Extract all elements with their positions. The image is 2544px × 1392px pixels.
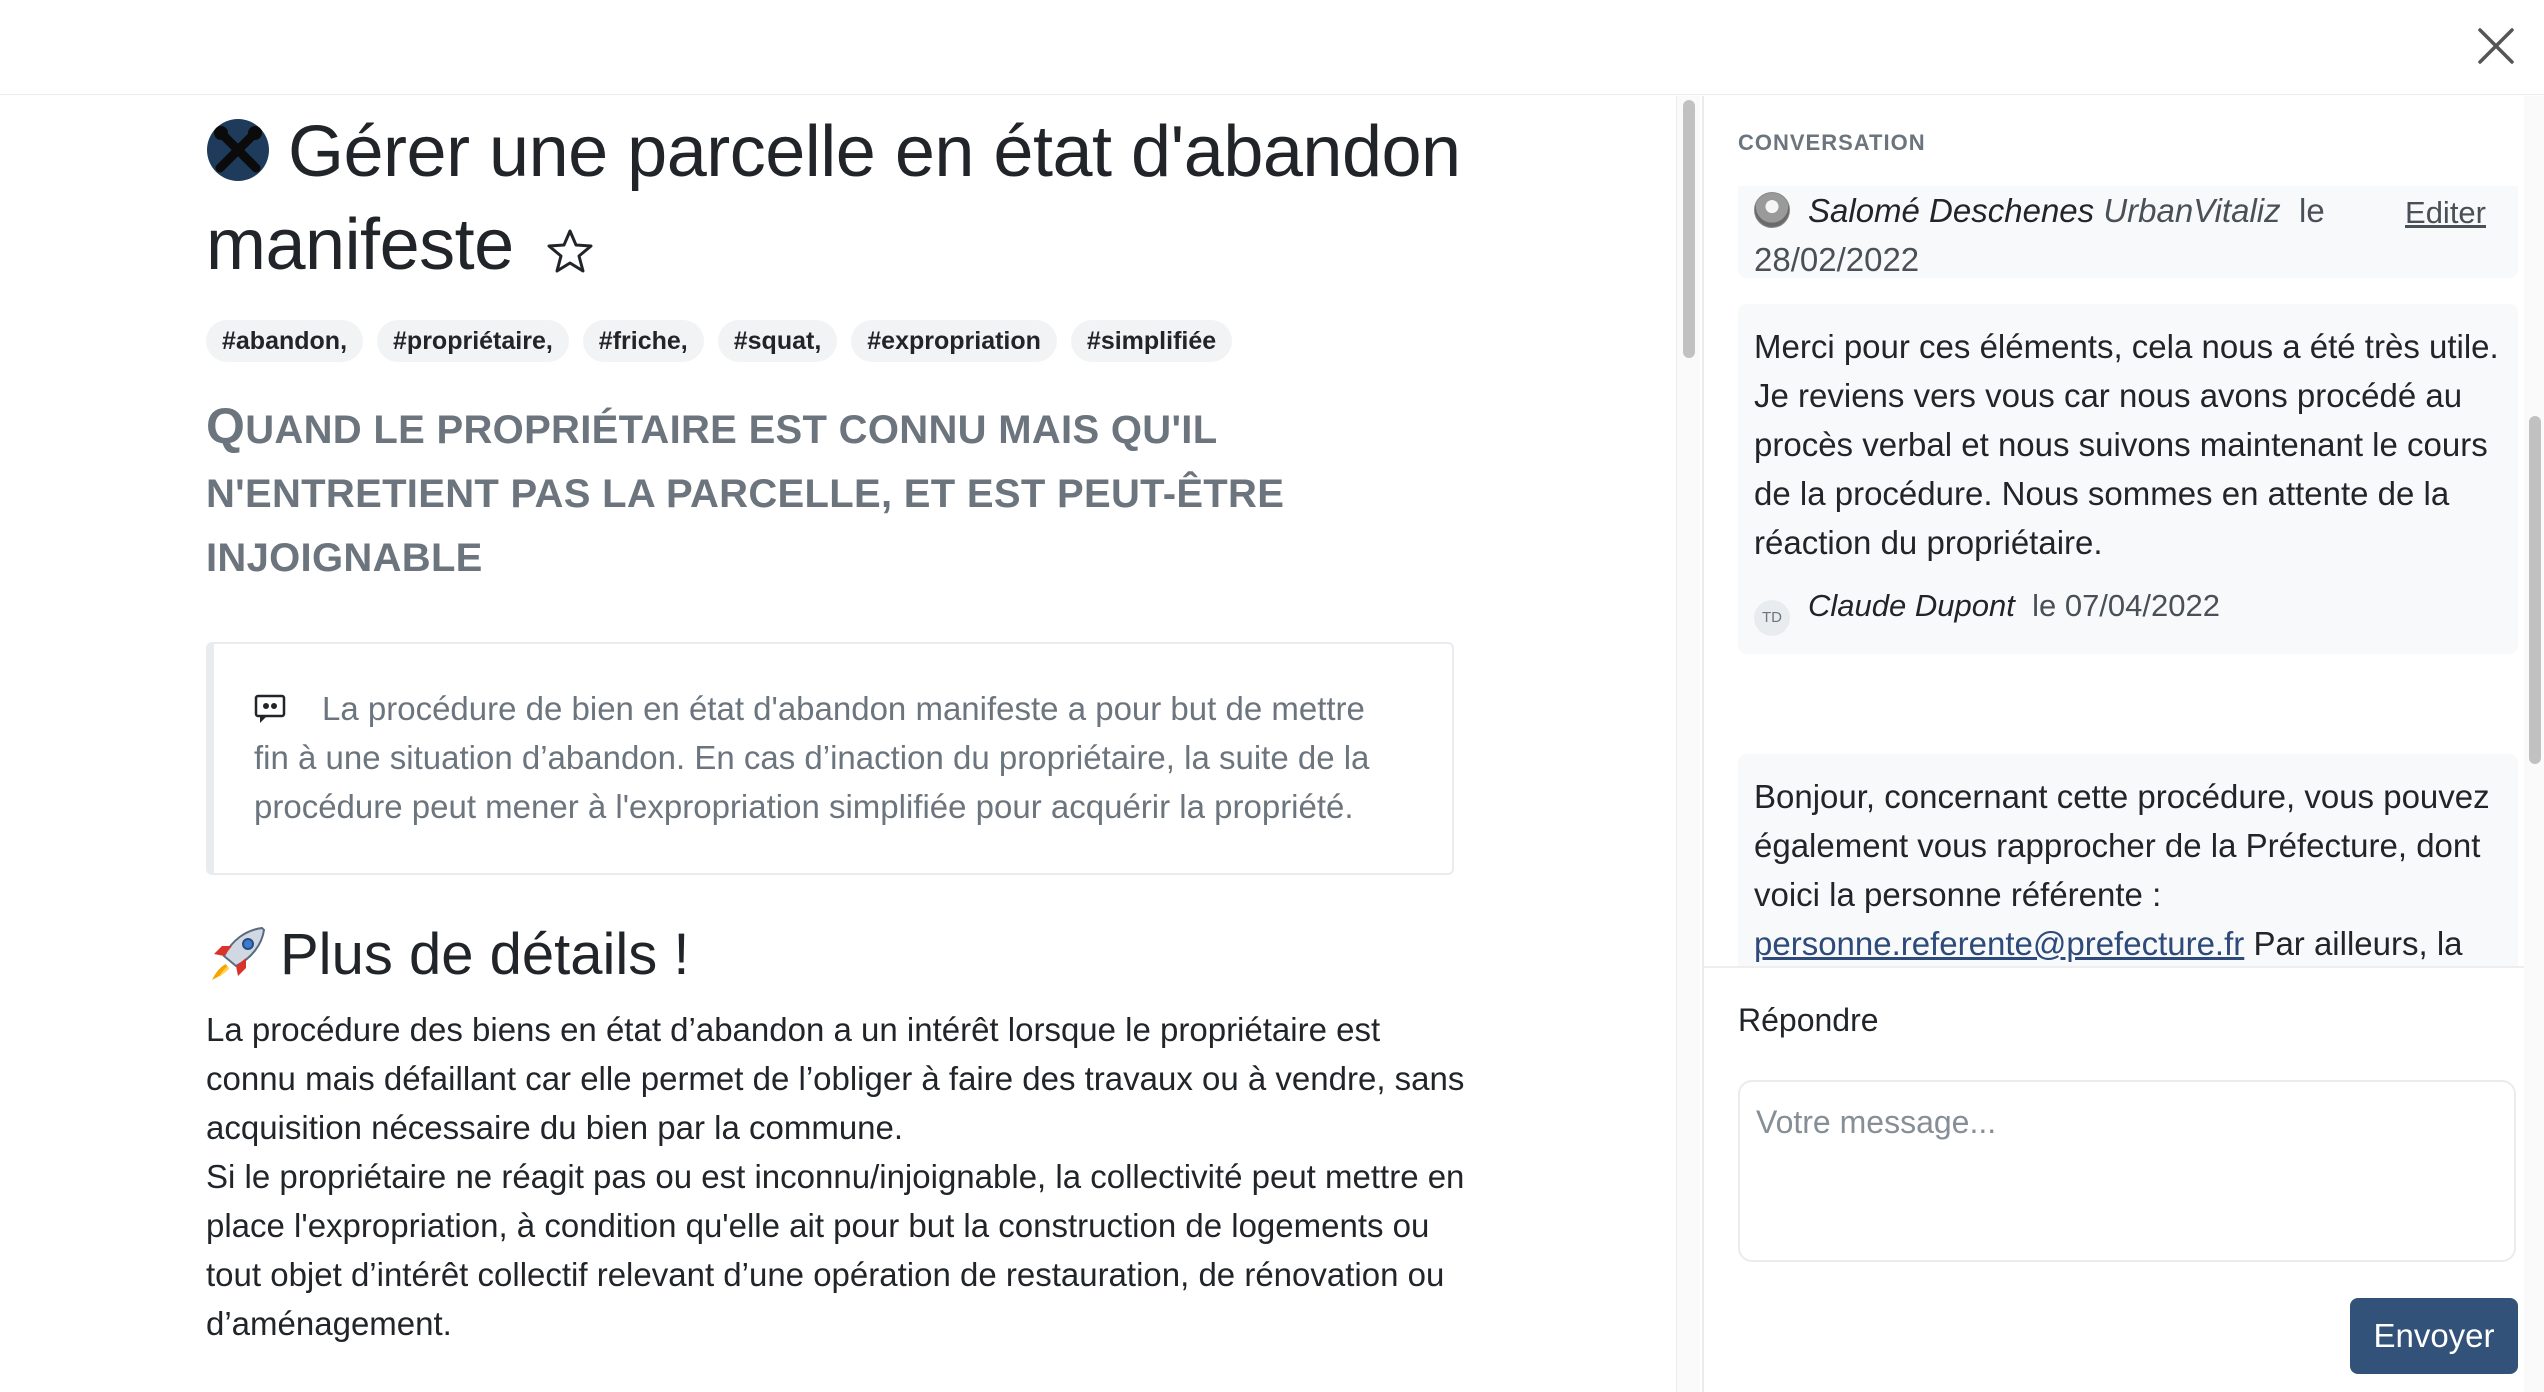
- conversation-list: [1738, 186, 2518, 966]
- message-date: 28/02/2022: [1754, 241, 1920, 278]
- message-text: Bonjour, concernant cette procédure, vous pouvez également vous rapprocher de la Préfecture, dont voici la personne référente :: [1754, 778, 2490, 913]
- close-button[interactable]: [2470, 20, 2522, 72]
- reply-form: [1704, 966, 2524, 1392]
- fiche-scrollbar[interactable]: [1676, 96, 1700, 1392]
- page-title: [206, 106, 1466, 292]
- page-title-text: Gérer une parcelle en état d'abandon manifeste: [206, 112, 1461, 285]
- subtitle-text: UAND LE PROPRIÉTAIRE EST CONNU MAIS QU'IL N'ENTRETIENT PAS LA PARCELLE, ET EST PEUT-ÊTRE INJOIGNABLE: [206, 408, 1285, 580]
- tag[interactable]: #abandon,: [206, 320, 363, 362]
- message-text: Merci pour ces éléments, cela nous a été très utile. Je reviens vers vous car nous avons procédé au procès verbal et nous suivons maintenant le cours de la procédure. Nous sommes en attente de la réaction du propriétaire.: [1754, 328, 2499, 561]
- message-email-link[interactable]: personne.referente@prefecture.fr: [1754, 925, 2245, 962]
- details-heading: [206, 919, 1466, 991]
- tag[interactable]: #expropriation: [851, 320, 1057, 362]
- details-paragraph: La procédure des biens en état d’abandon a un intérêt lorsque le propriétaire est connu mais défaillant car elle permet de l’obliger à faire des travaux ou à vendre, sans acquisition nécessaire du bien par la commune.: [206, 1011, 1465, 1146]
- message-date-prefix: le: [2298, 192, 2325, 229]
- message-text: Par ailleurs, la: [2253, 925, 2463, 962]
- tag[interactable]: #friche,: [583, 320, 704, 362]
- modal-header: [0, 0, 2544, 95]
- message-date-prefix: le: [2032, 588, 2057, 623]
- message-author: Salomé Deschenes: [1808, 192, 2095, 229]
- tag[interactable]: #simplifiée: [1071, 320, 1232, 362]
- tag[interactable]: #squat,: [718, 320, 838, 362]
- fiche-subtitle: [206, 394, 1466, 590]
- message-author-org: UrbanVitaliz: [2103, 192, 2281, 229]
- conversation-panel: [1702, 96, 2544, 1392]
- star-icon[interactable]: [546, 227, 594, 275]
- conversation-message: [1738, 186, 2518, 278]
- reply-label: Répondre: [1738, 1002, 1879, 1038]
- message-date: 07/04/2022: [2064, 588, 2220, 623]
- message-meta: [1754, 581, 2502, 636]
- summary-quote: [206, 642, 1454, 875]
- fiche-panel: [0, 96, 1676, 1392]
- fiche-content: [206, 106, 1466, 1348]
- quote-icon: [254, 694, 288, 724]
- conversation-message: [1738, 304, 2518, 654]
- tag[interactable]: #propriétaire,: [377, 320, 569, 362]
- edit-message-button[interactable]: Editer: [2405, 195, 2486, 230]
- conversation-message: [1738, 754, 2518, 966]
- close-icon[interactable]: [2476, 26, 2516, 66]
- conversation-scrollbar[interactable]: [2524, 96, 2544, 1392]
- avatar: [1754, 192, 1790, 228]
- send-button[interactable]: Envoyer: [2350, 1298, 2518, 1374]
- rocket-icon: [206, 924, 270, 984]
- tag-list: [206, 320, 1466, 362]
- fiche-scrollbar-thumb[interactable]: [1683, 100, 1695, 358]
- conversation-label: CONVERSATION: [1738, 130, 1926, 155]
- message-input[interactable]: [1738, 1080, 2516, 1262]
- tools-icon: [206, 118, 270, 182]
- subtitle-initial: Q: [206, 398, 246, 454]
- quote-text: La procédure de bien en état d'abandon manifeste a pour but de mettre fin à une situation d’abandon. En cas d’inaction du propriétaire, la suite de la procédure peut mener à l'expropriation simplifiée pour acquérir la propriété.: [254, 690, 1370, 825]
- conversation-scrollbar-thumb[interactable]: [2529, 416, 2541, 764]
- message-author: Claude Dupont: [1808, 588, 2015, 623]
- avatar: TD: [1754, 600, 1790, 636]
- details-heading-text: Plus de détails !: [280, 922, 690, 987]
- details-paragraph: Si le propriétaire ne réagit pas ou est inconnu/injoignable, la collectivité peut mettre en place l'expropriation, à condition qu'elle ait pour but la construction de logements ou tout objet d’intérêt collectif relevant d’une opération de restauration, de rénovation ou d’aménagement.: [206, 1158, 1465, 1342]
